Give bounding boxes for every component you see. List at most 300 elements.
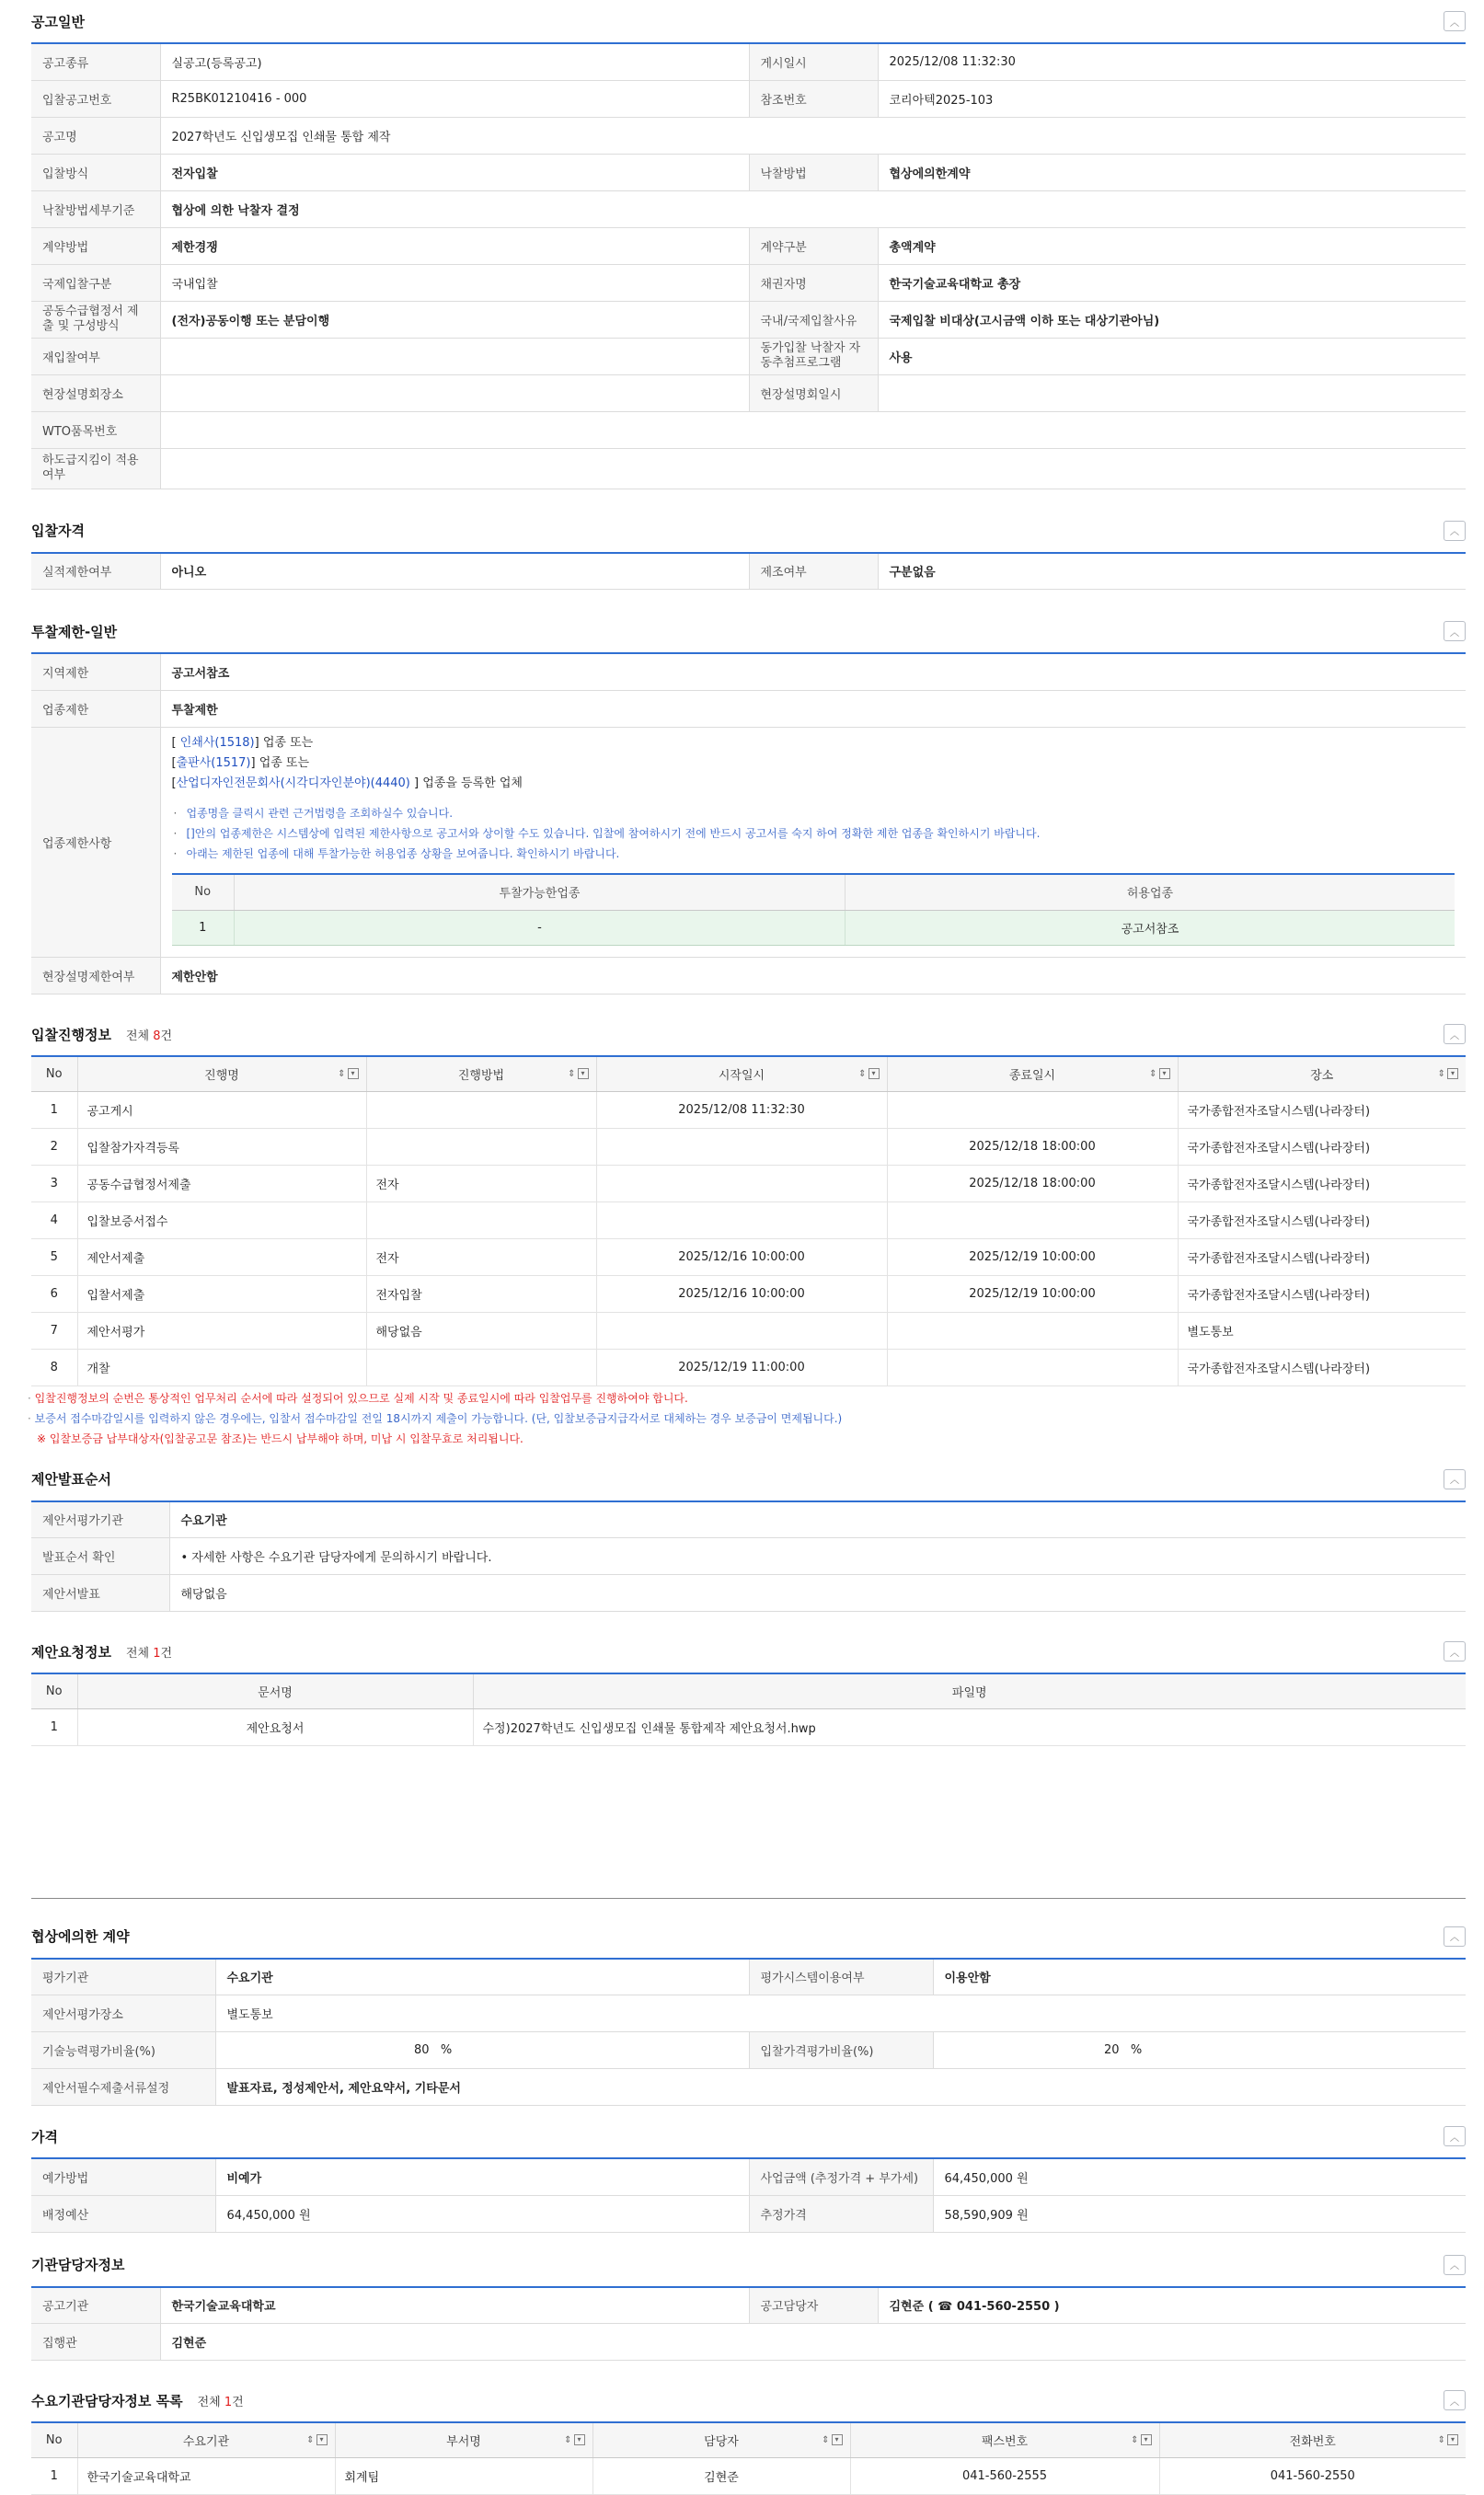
- chevron-up-icon: ︿: [1450, 1648, 1459, 1659]
- field-label: 공동수급협정서 제출 및 구성방식: [31, 301, 160, 338]
- column-header[interactable]: [77, 1056, 366, 1091]
- chevron-up-icon: ︿: [1450, 1030, 1459, 1041]
- collapse-button[interactable]: [1444, 2126, 1466, 2146]
- table-row: [31, 1959, 1466, 1995]
- cell-method: [366, 1128, 596, 1165]
- field-value: 한국기술교육대학교: [160, 2287, 749, 2324]
- chevron-up-icon: ︿: [1450, 527, 1459, 537]
- collapse-button[interactable]: [1444, 1469, 1466, 1489]
- note-item: · []안의 업종제한은 시스템상에 입력된 제한사항으로 공고서와 상이할 수도 있습니다. 입찰에 참여하시기 전에 반드시 공고서를 숙지 하여 정확한 제한 업종을 확인하시기 바랍니다.: [172, 823, 1455, 844]
- column-header: 투찰가능한업종: [235, 874, 846, 911]
- field-value: 협상에의한계약: [878, 154, 1466, 190]
- table-header-row: [31, 1056, 1466, 1091]
- column-header: No: [172, 874, 235, 911]
- cell-no: 5: [31, 1238, 77, 1275]
- section-title: 투찰제한-일반: [31, 623, 118, 640]
- sort-icon: ⇕: [1149, 1068, 1157, 1079]
- table-row[interactable]: [31, 2457, 1466, 2494]
- cell-step: 공고게시: [77, 1091, 366, 1128]
- cell-end: 2025/12/18 18:00:00: [887, 1128, 1178, 1165]
- collapse-button[interactable]: [1444, 11, 1466, 31]
- chevron-up-icon: ︿: [1450, 627, 1459, 638]
- field-label: 추정가격: [749, 2195, 933, 2232]
- cell-no: 1: [31, 2457, 77, 2494]
- table-row: [31, 1501, 1466, 1538]
- cell-method: [366, 1091, 596, 1128]
- table-row[interactable]: [172, 911, 1455, 946]
- bracket-text: [: [171, 735, 180, 750]
- chevron-up-icon: ︿: [1450, 1476, 1459, 1486]
- notice-text: 보증서 접수마감일시를 입력하지 않은 경우에는, 입찰서 접수마감일 전일 18시까지 제출이 가능합니다. (단, 입찰보증금지급각서로 대체하는 경우 보증금이 면제됩니다.): [34, 1411, 843, 1425]
- cell-place: 국가종합전자조달시스템(나라장터): [1178, 1275, 1466, 1312]
- field-value: [933, 2032, 1466, 2069]
- cell-end: [887, 1091, 1178, 1128]
- ratio-unit: %: [440, 2043, 453, 2057]
- sort-control[interactable]: [822, 2434, 842, 2445]
- table-row: [31, 690, 1466, 727]
- count-value: 8: [153, 1029, 161, 1043]
- section-title: 제안발표순서: [31, 1471, 111, 1488]
- field-value: • 자세한 사항은 수요기관 담당자에게 문의하시기 바랍니다.: [169, 1538, 1466, 1575]
- table-row: [31, 411, 1466, 448]
- cell-no: 1: [31, 1708, 77, 1745]
- progress-notices: [28, 1388, 1466, 1449]
- field-value: [878, 374, 1466, 411]
- column-header[interactable]: [596, 1056, 887, 1091]
- sort-control[interactable]: [1438, 2434, 1458, 2445]
- table-row: [31, 227, 1466, 264]
- count-value: 1: [153, 1646, 161, 1661]
- cell-end: [887, 1202, 1178, 1238]
- bid-restriction-table: [31, 652, 1466, 995]
- notice-text: 입찰진행정보의 순번은 통상적인 업무처리 순서에 따라 설정되어 있으므로 실제 시작 및 종료일시에 따라 입찰업무를 진행하여야 합니다.: [34, 1391, 688, 1405]
- section-title: 가격: [31, 2128, 58, 2145]
- bracket-text: [: [171, 776, 177, 790]
- table-row[interactable]: [31, 1165, 1466, 1202]
- section-notice-general: [31, 0, 1466, 489]
- field-value: 2027학년도 신입생모집 인쇄물 통합 제작: [160, 117, 1466, 154]
- table-row[interactable]: [31, 1349, 1466, 1385]
- table-row: [31, 1538, 1466, 1575]
- table-row[interactable]: [31, 1128, 1466, 1165]
- cell-place: 국가종합전자조달시스템(나라장터): [1178, 1091, 1466, 1128]
- section-demand-agency-contacts: [31, 2379, 1466, 2495]
- field-label: WTO품목번호: [31, 411, 160, 448]
- proposal-document-table: [31, 1673, 1466, 1746]
- allowed-industry-table: [172, 873, 1455, 947]
- industry-line: [172, 753, 1455, 774]
- field-label: 국내/국제입찰사유: [749, 301, 878, 338]
- bid-progress-table: [31, 1055, 1466, 1386]
- record-count: [126, 1026, 172, 1043]
- section-agency-contact: [31, 2244, 1466, 2362]
- sort-control[interactable]: [564, 2434, 584, 2445]
- cell-start: [596, 1128, 887, 1165]
- section-bid-qualification: [31, 510, 1466, 591]
- section-header: [31, 0, 1466, 42]
- table-row: [31, 117, 1466, 154]
- field-label: 계약방법: [31, 227, 160, 264]
- cell-end: [887, 1349, 1178, 1385]
- table-row: [31, 553, 1466, 590]
- demand-agency-contact-table: [31, 2421, 1466, 2495]
- sort-control[interactable]: [858, 1068, 879, 1079]
- field-value: 국내입찰: [160, 264, 749, 301]
- section-header: [31, 610, 1466, 652]
- count-prefix: 전체: [125, 1646, 154, 1661]
- file-download-link[interactable]: 수정)2027학년도 신입생모집 인쇄물 통합제작 제안요청서.hwp: [473, 1708, 1466, 1745]
- table-row[interactable]: [31, 1312, 1466, 1349]
- cell-step: 입찰서제출: [77, 1275, 366, 1312]
- field-label: 제안서평가기관: [31, 1501, 169, 1538]
- cell-step: 입찰참가자격등록: [77, 1128, 366, 1165]
- section-header: [31, 2115, 1466, 2157]
- cell-place: 국가종합전자조달시스템(나라장터): [1178, 1128, 1466, 1165]
- filter-dropdown-icon: ▾: [869, 1068, 880, 1079]
- cell-allowed: -: [235, 911, 846, 946]
- field-label: 집행관: [31, 2324, 160, 2361]
- field-label: 입찰방식: [31, 154, 160, 190]
- cell-start: 2025/12/08 11:32:30: [596, 1091, 887, 1128]
- sort-control[interactable]: [1131, 2434, 1151, 2445]
- field-value: 2025/12/08 11:32:30: [878, 43, 1466, 80]
- collapse-button[interactable]: [1444, 1024, 1466, 1044]
- field-value: [160, 338, 749, 374]
- chevron-up-icon: ︿: [1450, 2133, 1459, 2144]
- cell-place: 국가종합전자조달시스템(나라장터): [1178, 1202, 1466, 1238]
- section-header: [31, 510, 1466, 552]
- column-header-label: 전화번호: [1289, 2434, 1336, 2449]
- sort-control[interactable]: [1149, 1068, 1169, 1079]
- filter-dropdown-icon: ▾: [578, 1068, 589, 1079]
- cell-department: 회계팀: [335, 2457, 592, 2494]
- cell-method: 전자입찰: [366, 1275, 596, 1312]
- note-item: · 아래는 제한된 업종에 대해 투찰가능한 허용업종 상황을 보여줍니다. 확인하시기 바랍니다.: [172, 844, 1455, 864]
- field-value: 발표자료, 정성제안서, 제안요약서, 기타문서: [215, 2069, 1466, 2106]
- column-header-label: 시작일시: [718, 1068, 765, 1083]
- notice-line: [28, 1429, 1466, 1449]
- field-label: 공고기관: [31, 2287, 160, 2324]
- sort-control[interactable]: [568, 1068, 588, 1079]
- section-bid-restriction: [31, 610, 1466, 995]
- cell-no: 6: [31, 1275, 77, 1312]
- filter-dropdown-icon: ▾: [1447, 1068, 1458, 1079]
- column-header[interactable]: [1159, 2422, 1466, 2457]
- chevron-up-icon: ︿: [1450, 1933, 1459, 1943]
- cell-no: 1: [172, 911, 235, 946]
- table-row: [31, 448, 1466, 489]
- column-header-label: 팩스번호: [981, 2434, 1029, 2449]
- column-header: 문서명: [77, 1673, 473, 1708]
- table-header-row: [172, 874, 1455, 911]
- field-label: 입찰공고번호: [31, 80, 160, 117]
- section-negotiated-contract: [31, 1915, 1466, 2107]
- sort-icon: ⇕: [338, 1068, 346, 1079]
- cell-contact-person: 김현준: [592, 2457, 850, 2494]
- field-value: 김현준: [160, 2324, 1466, 2361]
- table-row: [31, 2069, 1466, 2106]
- section-header: [31, 1915, 1466, 1958]
- column-header: 허용업종: [846, 874, 1455, 911]
- cell-step: 공동수급협정서제출: [77, 1165, 366, 1202]
- industry-suffix: ] 업종 또는: [250, 755, 310, 770]
- field-value: (전자)공동이행 또는 분담이행: [160, 301, 749, 338]
- filter-dropdown-icon: ▾: [348, 1068, 359, 1079]
- collapse-button[interactable]: [1444, 1926, 1466, 1947]
- table-row[interactable]: [31, 1238, 1466, 1275]
- filter-dropdown-icon: ▾: [1159, 1068, 1170, 1079]
- table-row: [31, 2195, 1466, 2232]
- cell-start: [596, 1312, 887, 1349]
- field-value: 김현준 ( ☎ 041-560-2550 ): [878, 2287, 1466, 2324]
- field-value: 64,450,000 원: [215, 2195, 749, 2232]
- field-label: 현장설명회일시: [749, 374, 878, 411]
- sort-icon: ⇕: [568, 1068, 576, 1079]
- field-value: 제한안함: [160, 958, 1466, 995]
- chevron-up-icon: ︿: [1450, 17, 1459, 29]
- field-label: 평가기관: [31, 1959, 215, 1995]
- count-value: 1: [224, 2395, 233, 2409]
- cell-step: 제안서제출: [77, 1238, 366, 1275]
- filter-dropdown-icon: ▾: [574, 2434, 585, 2445]
- section-proposal-request: [31, 1630, 1466, 1746]
- field-value: [160, 374, 749, 411]
- collapse-button[interactable]: [1444, 2390, 1466, 2410]
- field-label: 지역제한: [31, 653, 160, 690]
- section-header: [31, 1013, 1466, 1055]
- cell-start: [596, 1202, 887, 1238]
- field-label: 기술능력평가비율(%): [31, 2032, 215, 2069]
- count-prefix: 전체: [197, 2395, 224, 2409]
- cell-place: 국가종합전자조달시스템(나라장터): [1178, 1238, 1466, 1275]
- bracket-text: [: [171, 755, 177, 770]
- collapse-button[interactable]: [1444, 1641, 1466, 1661]
- cell-step: 제안서평가: [77, 1312, 366, 1349]
- section-title: 협상에의한 계약: [31, 1928, 130, 1945]
- field-label: 제안서발표: [31, 1575, 169, 1612]
- cell-phone: 041-560-2550: [1159, 2457, 1466, 2494]
- field-value: 제한경쟁: [160, 227, 749, 264]
- agency-contact-table: [31, 2286, 1466, 2362]
- collapse-button[interactable]: [1444, 621, 1466, 641]
- field-value: 비예가: [215, 2158, 749, 2195]
- field-label: 채권자명: [749, 264, 878, 301]
- sort-icon: ⇕: [858, 1068, 867, 1079]
- table-row: [31, 2158, 1466, 2195]
- column-header-label: 진행명: [204, 1068, 239, 1083]
- cell-document-name: 제안요청서: [77, 1708, 473, 1745]
- field-label: 예가방법: [31, 2158, 215, 2195]
- industry-suffix: ] 업종을 등록한 업체: [409, 776, 523, 790]
- table-row: [31, 43, 1466, 80]
- field-value: 수요기관: [215, 1959, 749, 1995]
- field-value: 전자입찰: [160, 154, 749, 190]
- field-label: 낙찰방법: [749, 154, 878, 190]
- record-count: [198, 2392, 244, 2409]
- field-label: 제안서평가장소: [31, 1995, 215, 2032]
- field-label: 입찰가격평가비율(%): [749, 2032, 933, 2069]
- notice-line: · 입찰진행정보의 순번은 통상적인 업무처리 순서에 따라 설정되어 있으므로 실제 시작 및 종료일시에 따라 입찰업무를 진행하여야 합니다.: [28, 1391, 688, 1405]
- field-value: 국제입찰 비대상(고시금액 이하 또는 대상기관아님): [878, 301, 1466, 338]
- cell-start: [596, 1165, 887, 1202]
- field-label: 제조여부: [749, 553, 878, 590]
- industry-line: [172, 733, 1455, 753]
- record-count: [126, 1643, 172, 1661]
- filter-dropdown-icon: ▾: [1141, 2434, 1152, 2445]
- section-price: [31, 2115, 1466, 2233]
- sort-control[interactable]: [306, 2434, 327, 2445]
- sort-icon: ⇕: [564, 2434, 572, 2445]
- industry-suffix: ] 업종 또는: [254, 735, 314, 750]
- section-header: [31, 1458, 1466, 1500]
- count-suffix: 건: [160, 1646, 173, 1661]
- ratio-value: 20: [1103, 2043, 1120, 2057]
- cell-place: 국가종합전자조달시스템(나라장터): [1178, 1165, 1466, 1202]
- field-value: 실공고(등록공고): [160, 43, 749, 80]
- field-value: 한국기술교육대학교 총장: [878, 264, 1466, 301]
- field-label: 현장설명제한여부: [31, 958, 160, 995]
- industry-link[interactable]: 인쇄사(1518): [179, 735, 255, 750]
- sort-icon: ⇕: [1437, 2434, 1445, 2445]
- sort-control[interactable]: [338, 1068, 358, 1079]
- cell-agency: 한국기술교육대학교: [77, 2457, 335, 2494]
- sort-control[interactable]: [1438, 1068, 1458, 1079]
- section-title: 기관담당자정보: [31, 2257, 125, 2273]
- field-value: 공고서참조: [160, 653, 1466, 690]
- industry-link[interactable]: 산업디자인전문회사(시각디자인분야)(4440): [176, 776, 410, 790]
- count-suffix: 건: [232, 2395, 244, 2409]
- table-row: [31, 653, 1466, 690]
- field-value: 이용안함: [933, 1959, 1466, 1995]
- cell-permitted: 공고서참조: [846, 911, 1455, 946]
- table-row: [31, 80, 1466, 117]
- table-row[interactable]: [31, 1091, 1466, 1128]
- column-header[interactable]: [77, 2422, 335, 2457]
- field-value: 코리아텍2025-103: [878, 80, 1466, 117]
- section-title: 제안요청정보: [31, 1643, 111, 1661]
- ratio-unit: %: [1130, 2043, 1143, 2057]
- cell-method: 해당없음: [366, 1312, 596, 1349]
- collapse-button[interactable]: [1444, 521, 1466, 541]
- bid-qualification-table: [31, 552, 1466, 591]
- table-row: [31, 374, 1466, 411]
- cell-place: 국가종합전자조달시스템(나라장터): [1178, 1349, 1466, 1385]
- field-label: 하도급지킴이 적용여부: [31, 448, 160, 489]
- field-value: 사용: [878, 338, 1466, 374]
- industry-link[interactable]: 출판사(1517): [176, 755, 251, 770]
- section-title: 수요기관담당자정보 목록: [31, 2392, 183, 2409]
- industry-detail-cell: [160, 727, 1466, 958]
- table-row: [31, 1708, 1466, 1745]
- sort-icon: ⇕: [306, 2434, 315, 2445]
- collapse-button[interactable]: [1444, 2255, 1466, 2275]
- table-row: [31, 2287, 1466, 2324]
- notice-general-table: [31, 42, 1466, 489]
- section-header: [31, 2244, 1466, 2286]
- field-label: 업종제한사항: [31, 727, 160, 958]
- section-header: [31, 1630, 1466, 1673]
- column-header[interactable]: [335, 2422, 592, 2457]
- cell-step: 입찰보증서접수: [77, 1202, 366, 1238]
- negotiated-contract-table: [31, 1958, 1466, 2107]
- presentation-order-table: [31, 1500, 1466, 1613]
- field-value: 수요기관: [169, 1501, 1466, 1538]
- cell-start: 2025/12/16 10:00:00: [596, 1275, 887, 1312]
- table-row: [31, 1575, 1466, 1612]
- sort-icon: ⇕: [1437, 1068, 1445, 1079]
- table-header-row: [31, 2422, 1466, 2457]
- field-value: [160, 448, 1466, 489]
- section-header: [31, 2379, 1466, 2421]
- cell-method: 전자: [366, 1238, 596, 1275]
- price-table: [31, 2157, 1466, 2233]
- column-header[interactable]: [887, 1056, 1178, 1091]
- cell-start: 2025/12/16 10:00:00: [596, 1238, 887, 1275]
- cell-no: 1: [31, 1091, 77, 1128]
- table-row: [31, 958, 1466, 995]
- column-header[interactable]: [592, 2422, 850, 2457]
- cell-no: 4: [31, 1202, 77, 1238]
- table-row[interactable]: [31, 1275, 1466, 1312]
- filter-dropdown-icon: ▾: [1447, 2434, 1458, 2445]
- table-row: [31, 154, 1466, 190]
- sort-icon: ⇕: [822, 2434, 830, 2445]
- blank-area-divider: [31, 1746, 1466, 1899]
- count-prefix: 전체: [125, 1029, 154, 1043]
- section-presentation-order: [31, 1458, 1466, 1613]
- table-row: [31, 2032, 1466, 2069]
- column-header-label: 담당자: [704, 2434, 739, 2449]
- table-row: [31, 1995, 1466, 2032]
- restriction-notes: [172, 803, 1455, 864]
- column-header[interactable]: [1178, 1056, 1466, 1091]
- cell-no: 8: [31, 1349, 77, 1385]
- cell-end: 2025/12/19 10:00:00: [887, 1275, 1178, 1312]
- cell-end: 2025/12/19 10:00:00: [887, 1238, 1178, 1275]
- cell-method: [366, 1349, 596, 1385]
- field-label: 재입찰여부: [31, 338, 160, 374]
- field-label: 계약구분: [749, 227, 878, 264]
- cell-fax: 041-560-2555: [850, 2457, 1159, 2494]
- column-header[interactable]: [366, 1056, 596, 1091]
- section-bid-progress: [28, 1013, 1466, 1449]
- column-header[interactable]: [850, 2422, 1159, 2457]
- chevron-up-icon: ︿: [1450, 2397, 1459, 2408]
- cell-place: 별도통보: [1178, 1312, 1466, 1349]
- cell-no: 7: [31, 1312, 77, 1349]
- sort-icon: ⇕: [1131, 2434, 1139, 2445]
- field-value: 해당없음: [169, 1575, 1466, 1612]
- cell-no: 2: [31, 1128, 77, 1165]
- field-label: 제안서필수제출서류설정: [31, 2069, 215, 2106]
- field-label: 현장설명회장소: [31, 374, 160, 411]
- cell-start: 2025/12/19 11:00:00: [596, 1349, 887, 1385]
- chevron-up-icon: ︿: [1450, 2261, 1459, 2271]
- field-value: 별도통보: [215, 1995, 1466, 2032]
- table-row: [31, 301, 1466, 338]
- table-row: [31, 338, 1466, 374]
- column-header-label: 부서명: [446, 2434, 481, 2449]
- field-value: 구분없음: [878, 553, 1466, 590]
- field-label: 업종제한: [31, 690, 160, 727]
- cell-end: [887, 1312, 1178, 1349]
- table-row[interactable]: [31, 1202, 1466, 1238]
- table-row: [31, 190, 1466, 227]
- industry-line: [172, 774, 1455, 794]
- column-header: No: [31, 1056, 77, 1091]
- section-title: 공고일반: [31, 13, 85, 30]
- field-label: 실적제한여부: [31, 553, 160, 590]
